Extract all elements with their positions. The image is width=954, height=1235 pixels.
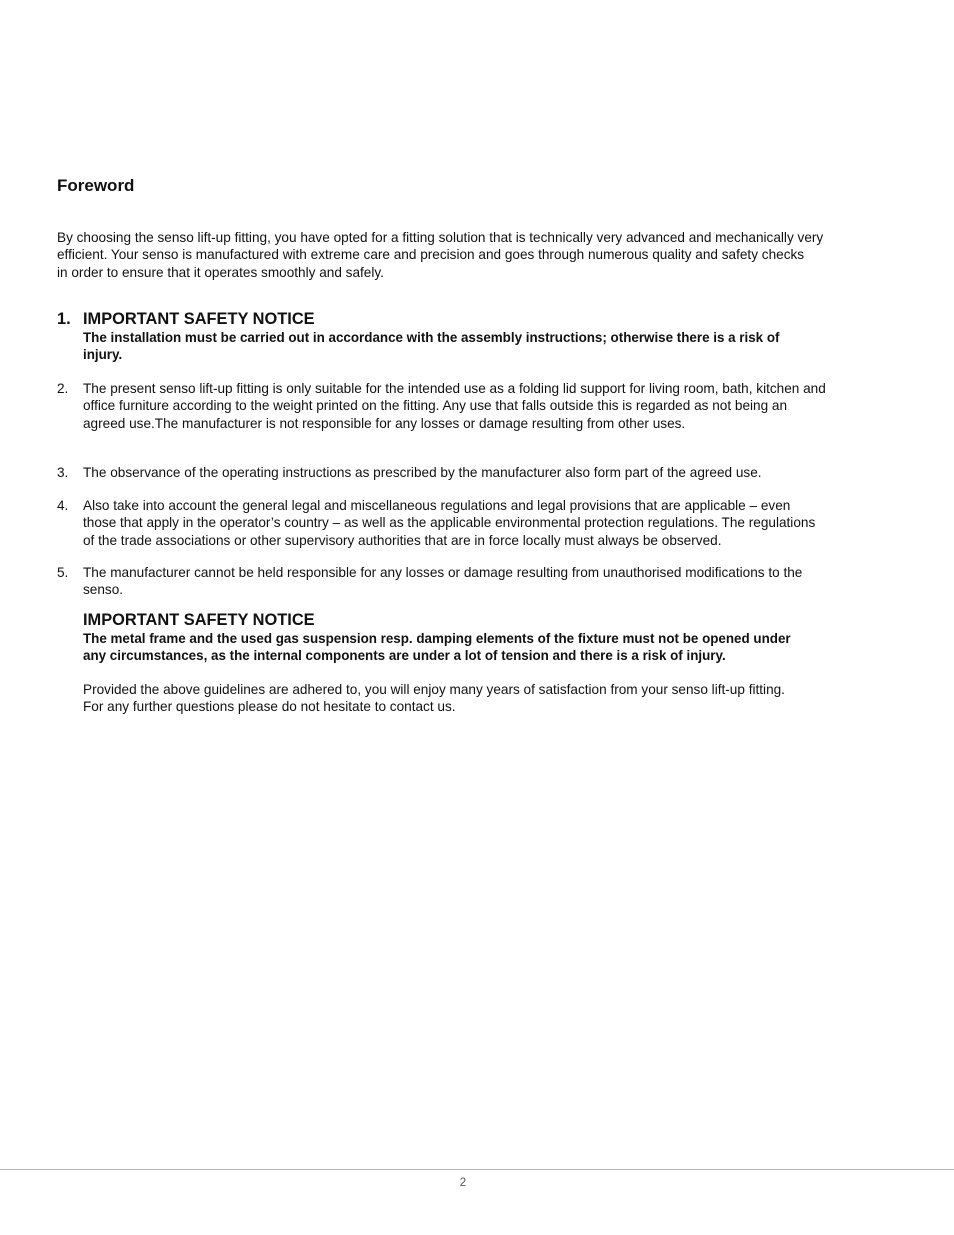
intro-paragraph <box>57 229 887 281</box>
list-item-number: 3. <box>57 465 69 480</box>
intro-line: in order to ensure that it operates smoothly and safely. <box>57 264 384 280</box>
list-item-number: 2. <box>57 381 69 396</box>
safety-notice-title: IMPORTANT SAFETY NOTICE <box>83 611 315 629</box>
intro-line: By choosing the senso lift-up fitting, you have opted for a fitting solution that is technically very advanced and mechanically very <box>57 230 824 245</box>
safety-notice-line: The metal frame and the used gas suspension resp. damping elements of the fixture must not be opened under <box>83 631 791 646</box>
list-item-line: those that apply in the operator’s country – as well as the applicable environmental protection regulations. The regulations <box>83 515 816 531</box>
list-item-number: 4. <box>57 498 69 513</box>
safety-notice-line: any circumstances, as the internal components are under a lot of tension and there is a risk of injury. <box>83 648 726 664</box>
safety-notice-line: injury. <box>83 347 123 363</box>
list-item-line: Also take into account the general legal and miscellaneous regulations and legal provisions that are applicable – even <box>83 498 791 513</box>
list-item-number: 5. <box>57 565 69 580</box>
footer-divider <box>0 1169 954 1170</box>
list-item-line: The observance of the operating instructions as prescribed by the manufacturer also form part of the agreed use. <box>83 465 762 480</box>
list-item-line: office furniture according to the weight printed on the fitting. Any use that falls outside this is regarded as not being an <box>83 398 788 414</box>
list-item-line: The manufacturer cannot be held responsible for any losses or damage resulting from unauthorised modifications to the <box>83 565 803 580</box>
list-item-line: senso. <box>83 582 124 598</box>
page-title: Foreword <box>57 176 135 195</box>
safety-notice-line: The installation must be carried out in accordance with the assembly instructions; otherwise there is a risk of <box>83 330 780 345</box>
page-number: 2 <box>459 1177 467 1189</box>
list-item-line: The present senso lift-up fitting is only suitable for the intended use as a folding lid support for living room, bath, kitchen and <box>83 381 826 396</box>
closing-line: Provided the above guidelines are adhered to, you will enjoy many years of satisfaction from your senso lift-up fitting. <box>83 682 785 697</box>
closing-line: For any further questions please do not hesitate to contact us. <box>83 699 456 715</box>
list-item-line: of the trade associations or other supervisory authorities that are in force locally must always be observed. <box>83 532 722 548</box>
list-item-number: 1. <box>57 310 71 328</box>
safety-notice-title: IMPORTANT SAFETY NOTICE <box>83 310 315 328</box>
list-item-line: agreed use.The manufacturer is not responsible for any losses or damage resulting from other uses. <box>83 415 686 431</box>
intro-line: efficient. Your senso is manufactured with extreme care and precision and goes through numerous quality and safety checks <box>57 247 805 263</box>
